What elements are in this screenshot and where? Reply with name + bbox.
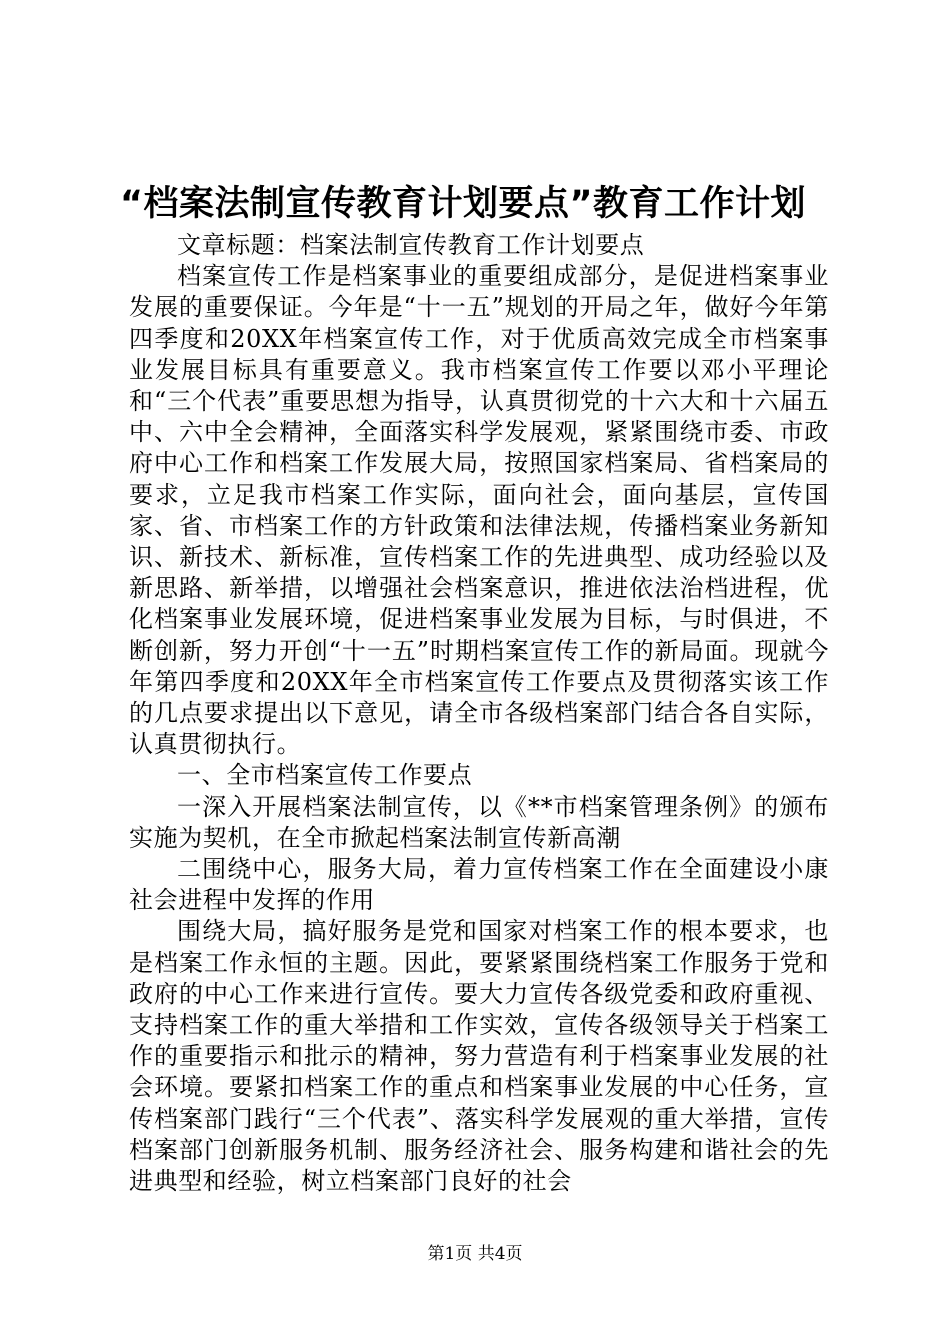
document-title: “档案法制宣传教育计划要点”教育工作计划 [120, 184, 807, 224]
page-number-footer: 第1页 共4页 [427, 1244, 523, 1264]
subsection-heading: 一深入开展档案法制宣传，以《**市档案管理条例》的颁布实施为契机，在全市掀起档案法制宣传新高潮 [129, 792, 829, 852]
section-heading: 一、全市档案宣传工作要点 [177, 761, 473, 790]
article-title-line: 文章标题：档案法制宣传教育工作计划要点 [177, 231, 645, 259]
subsection-heading: 二围绕中心，服务大局，着力宣传档案工作在全面建设小康社会进程中发挥的作用 [129, 855, 829, 915]
paragraph: 档案宣传工作是档案事业的重要组成部分，是促进档案事业发展的重要保证。今年是“十一五”规划的开局之年，做好今年第四季度和20XX年档案宣传工作，对于优质高效完成全市档案事业发展目标具有重要意义。我市档案宣传工作要以邓小平理论和“三个代表”重要思想为指导，认真贯彻党的十六大和十六届五中、六中全会精神，全面落实科学发展观，紧紧围绕市委、市政府中心工作和档案工作发展大局，按照国家档案局、省档案局的要求，立足我市档案工作实际，面向社会，面向基层，宣传国家、省、市档案工作的方针政策和法律法规，传播档案业务新知识、新技术、新标准，宣传档案工作的先进典型、成功经验以及新思路、新举措，以增强社会档案意识，推进依法治档进程，优化档案事业发展环境，促进档案事业发展为目标，与时俱进，不断创新，努力开创“十一五”时期档案宣传工作的新局面。现就今年第四季度和20XX年全市档案宣传工作要点及贯彻落实该工作的几点要求提出以下意见，请全市各级档案部门结合各自实际，认真贯彻执行。 [129, 262, 829, 759]
document-body [129, 230, 829, 1197]
paragraph: 围绕大局，搞好服务是党和国家对档案工作的根本要求，也是档案工作永恒的主题。因此，要紧紧围绕档案工作服务于党和政府的中心工作来进行宣传。要大力宣传各级党委和政府重视、支持档案工作的重大举措和工作实效，宣传各级领导关于档案工作的重要指示和批示的精神，努力营造有利于档案事业发展的社会环境。要紧扣档案工作的重点和档案事业发展的中心任务，宣传档案部门践行“三个代表”、落实科学发展观的重大举措，宣传档案部门创新服务机制、服务经济社会、服务构建和谐社会的先进典型和经验，树立档案部门良好的社会 [129, 917, 829, 1196]
